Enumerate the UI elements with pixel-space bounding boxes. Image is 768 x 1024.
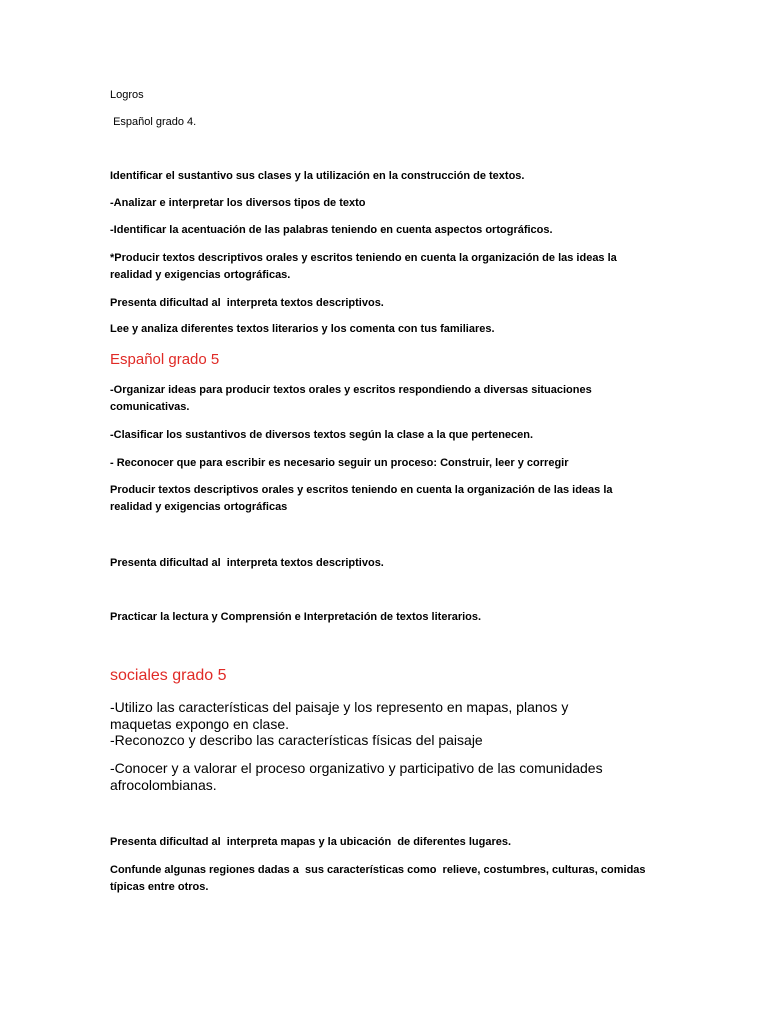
grade4-goal-1: Identificar el sustantivo sus clases y la utilización en la construcción de textos.: [110, 170, 525, 182]
grade5-spanish-goal-5: Presenta dificultad al interpreta textos descriptivos.: [110, 557, 384, 569]
grade5-spanish-goal-2: -Clasificar los sustantivos de diversos textos según la clase a la que pertenecen.: [110, 429, 534, 441]
grade5-spanish-goal-1: -Organizar ideas para producir textos orales y escritos respondiendo a diversas situaciones comunicativas.: [110, 384, 595, 413]
grade4-goal-2: -Analizar e interpretar los diversos tipos de texto: [110, 197, 366, 209]
grade5-social-heading: sociales grado 5: [110, 667, 227, 684]
document-title: Logros: [110, 89, 144, 101]
grade5-spanish-heading: Español grado 5: [110, 351, 220, 368]
grade5-social-goal-3: -Conocer y a valorar el proceso organizativo y participativo de las comunidades afrocolombianas.: [110, 760, 607, 793]
grade4-goal-6: Lee y analiza diferentes textos literarios y los comenta con tus familiares.: [110, 323, 495, 335]
grade5-social-goal-2: -Reconozco y describo las características físicas del paisaje: [110, 732, 483, 748]
grade4-heading: Español grado 4.: [110, 116, 197, 128]
grade5-spanish-goal-6: Practicar la lectura y Comprensión e Interpretación de textos literarios.: [110, 611, 482, 623]
grade5-spanish-goal-3: - Reconocer que para escribir es necesario seguir un proceso: Construir, leer y corregir: [110, 457, 569, 469]
grade4-goal-4: *Producir textos descriptivos orales y escritos teniendo en cuenta la organización de las ideas la realidad y exigencias ortográficas.: [110, 252, 620, 281]
grade5-social-observation-2: Confunde algunas regiones dadas a sus características como relieve, costumbres, culturas, comidas típicas entre otros.: [110, 864, 649, 893]
grade5-social-goal-1: -Utilizo las características del paisaje y los represento en mapas, planos y maquetas expongo en clase.: [110, 699, 573, 732]
grade4-goal-5: Presenta dificultad al interpreta textos descriptivos.: [110, 297, 384, 309]
grade5-spanish-goal-4: Producir textos descriptivos orales y escritos teniendo en cuenta la organización de las ideas la realidad y exigencias ortográficas: [110, 484, 616, 513]
grade5-social-observation-1: Presenta dificultad al interpreta mapas y la ubicación de diferentes lugares.: [110, 836, 512, 848]
grade4-goal-3: -Identificar la acentuación de las palabras teniendo en cuenta aspectos ortográficos.: [110, 224, 553, 236]
